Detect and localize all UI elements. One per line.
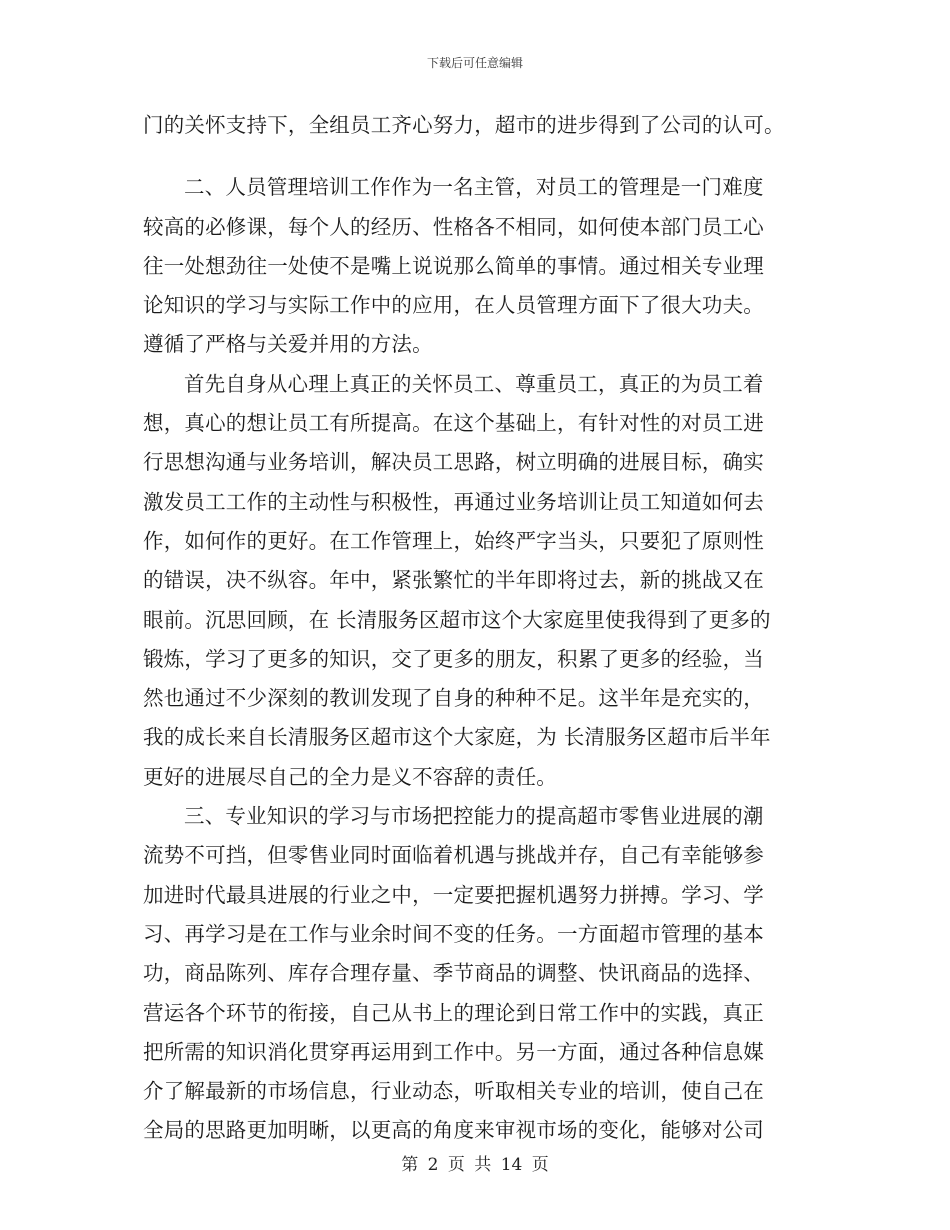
paragraph-line: 往一处想劲往一处使不是嘴上说说那么简单的事情。通过相关专业理 (143, 253, 764, 278)
paragraph-line: 我的成长来自长清服务区超市这个大家庭，为 长清服务区超市后半年 (143, 725, 771, 750)
paragraph-line: 门的关怀支持下，全组员工齐心努力，超市的进步得到了公司的认可。 (143, 113, 785, 137)
paragraph-line: 然也通过不少深刻的教训发现了自身的种种不足。这半年是充实的， (143, 686, 764, 711)
paragraph-line: 介了解最新的市场信息，行业动态，听取相关专业的培训，使自己在 (143, 1079, 764, 1104)
paragraph-line: 把所需的知识消化贯穿再运用到工作中。另一方面，通过各种信息媒 (143, 1039, 764, 1064)
paragraph-line: 首先自身从心理上真正的关怀员工、尊重员工，真正的为员工着 (184, 371, 764, 396)
paragraph-line: 遵循了严格与关爱并用的方法。 (143, 332, 433, 357)
paragraph-line: 功，商品陈列、库存合理存量、季节商品的调整、快讯商品的选择、 (143, 961, 764, 986)
paragraph-line: 营运各个环节的衔接，自己从书上的理论到日常工作中的实践，真正 (143, 1000, 764, 1025)
paragraph-line: 加进时代最具进展的行业之中，一定要把握机遇努力拼搏。学习、学 (143, 882, 764, 907)
paragraph-line: 作，如何作的更好。在工作管理上，始终严字当头，只要犯了原则性 (143, 528, 764, 553)
paragraph-line: 较高的必修课，每个人的经历、性格各不相同，如何使本部门员工心 (143, 214, 764, 239)
paragraph-line: 锻炼，学习了更多的知识，交了更多的朋友，积累了更多的经验，当 (143, 646, 764, 671)
paragraph-line: 三、专业知识的学习与市场把控能力的提高超市零售业进展的潮 (184, 804, 764, 829)
paragraph-line: 二、人员管理培训工作作为一名主管，对员工的管理是一门难度 (184, 175, 764, 200)
paragraph-line: 流势不可挡，但零售业同时面临着机遇与挑战并存，自己有幸能够参 (143, 843, 764, 868)
paragraph-line: 习、再学习是在工作与业余时间不变的任务。一方面超市管理的基本 (143, 921, 764, 946)
paragraph-line: 更好的进展尽自己的全力是义不容辞的责任。 (143, 764, 557, 789)
paragraph-line: 全局的思路更加明晰，以更高的角度来审视市场的变化，能够对公司 (143, 1118, 764, 1143)
page-number-footer: 第 2 页 共 14 页 (401, 1155, 549, 1175)
paragraph-line: 眼前。沉思回顾，在 长清服务区超市这个大家庭里使我得到了更多的 (143, 607, 771, 632)
page-header: 下载后可任意编辑 (426, 56, 523, 70)
paragraph-line: 论知识的学习与实际工作中的应用，在人员管理方面下了很大功夫。 (143, 293, 764, 318)
paragraph-gap (143, 145, 803, 168)
paragraph-line: 的错误，决不纵容。年中，紧张繁忙的半年即将过去，新的挑战又在 (143, 568, 764, 593)
document-body (143, 106, 803, 1151)
paragraph-line: 想，真心的想让员工有所提高。在这个基础上，有针对性的对员工进 (143, 411, 764, 436)
paragraph-line: 激发员工工作的主动性与积极性，再通过业务培训让员工知道如何去 (143, 489, 764, 514)
paragraph-line: 行思想沟通与业务培训，解决员工思路，树立明确的进展目标，确实 (143, 450, 764, 475)
